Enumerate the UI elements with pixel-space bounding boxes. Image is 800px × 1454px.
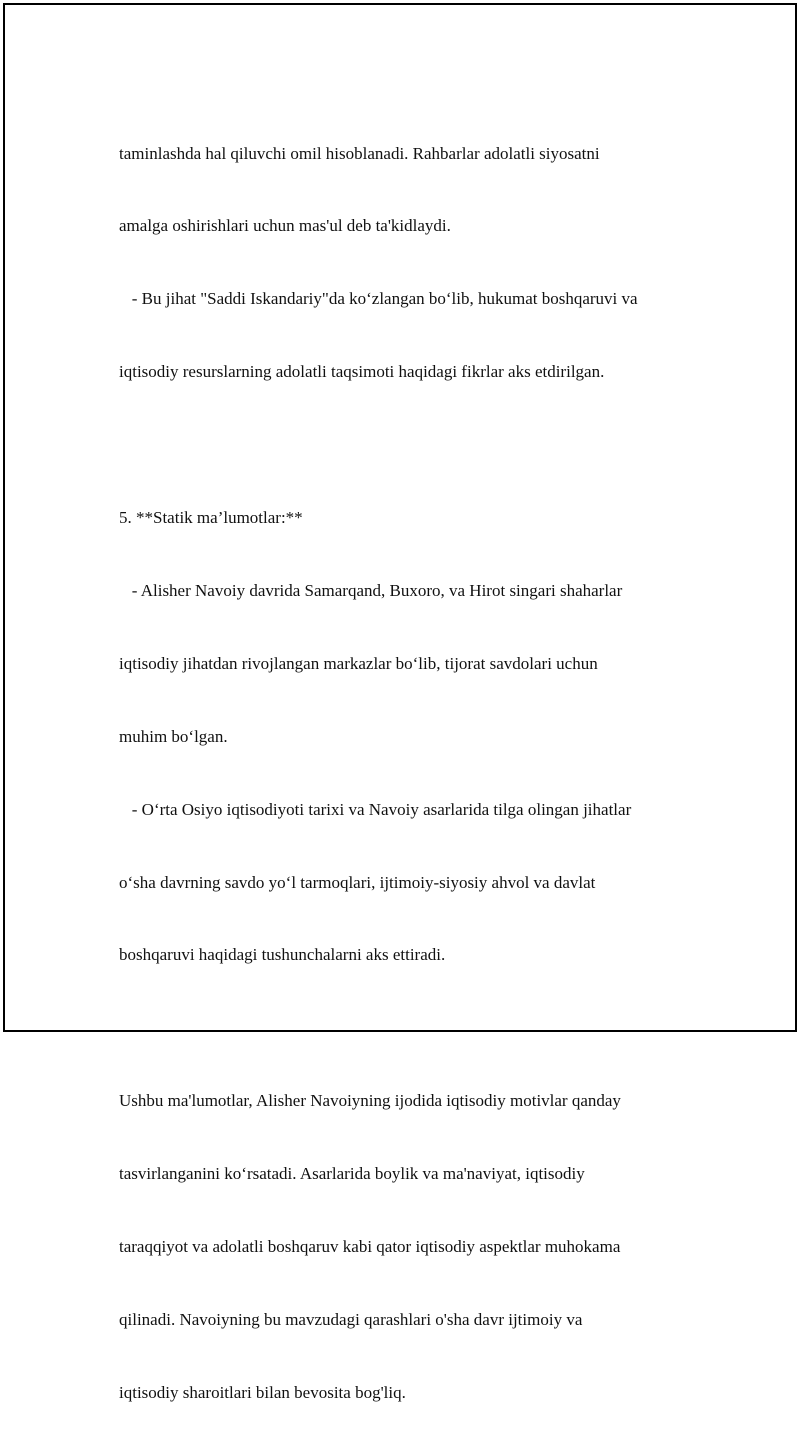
text-line: taraqqiyot va adolatli boshqaruv kabi qator iqtisodiy aspektlar muhokama [119,1236,621,1256]
document-page [3,3,797,1402]
paragraph-summary [119,1041,699,1454]
text-line: Ushbu ma'lumotlar, Alisher Navoiyning ijodida iqtisodiy motivlar qanday [119,1091,621,1111]
text-line: iqtisodiy resurslarning adolatli taqsimoti haqidagi fikrlar aks etdirilgan. [119,362,605,382]
text-line: - O‘rta Osiyo iqtisodiyoti tarixi va Navoiy asarlarida tilga olingan jihatlar [119,799,632,819]
text-line: - Bu jihat "Saddi Iskandariy"da ko‘zlangan bo‘lib, hukumat boshqaruvi va [119,289,638,309]
section-heading: 5. **Statik ma’lumotlar:** [119,508,303,528]
text-line: qilinadi. Navoiyning bu mavzudagi qarashlari o'sha davr ijtimoiy va [119,1309,583,1329]
text-line: boshqaruvi haqidagi tushunchalarni aks ettiradi. [119,945,446,965]
document-body [119,93,699,1454]
text-line: tasvirlanganini ko‘rsatadi. Asarlarida boylik va ma'naviyat, iqtisodiy [119,1164,585,1184]
text-line: taminlashda hal qiluvchi omil hisoblanadi. Rahbarlar adolatli siyosatni [119,143,600,163]
paragraph-gap [119,1016,699,1040]
text-line: amalga oshirishlari uchun mas'ul deb ta'kidlaydi. [119,216,451,236]
paragraph-leadership [119,93,699,433]
paragraph-gap [119,433,699,457]
paragraph-static-data [119,457,699,1016]
text-line: iqtisodiy jihatdan rivojlangan markazlar bo‘lib, tijorat savdolari uchun [119,653,598,673]
text-line: muhim bo‘lgan. [119,726,228,746]
text-line: o‘sha davrning savdo yo‘l tarmoqlari, ijtimoiy-siyosiy ahvol va davlat [119,872,596,892]
text-line: - Alisher Navoiy davrida Samarqand, Buxoro, va Hirot singari shaharlar [119,580,623,600]
text-line: iqtisodiy sharoitlari bilan bevosita bog'liq. [119,1382,406,1402]
